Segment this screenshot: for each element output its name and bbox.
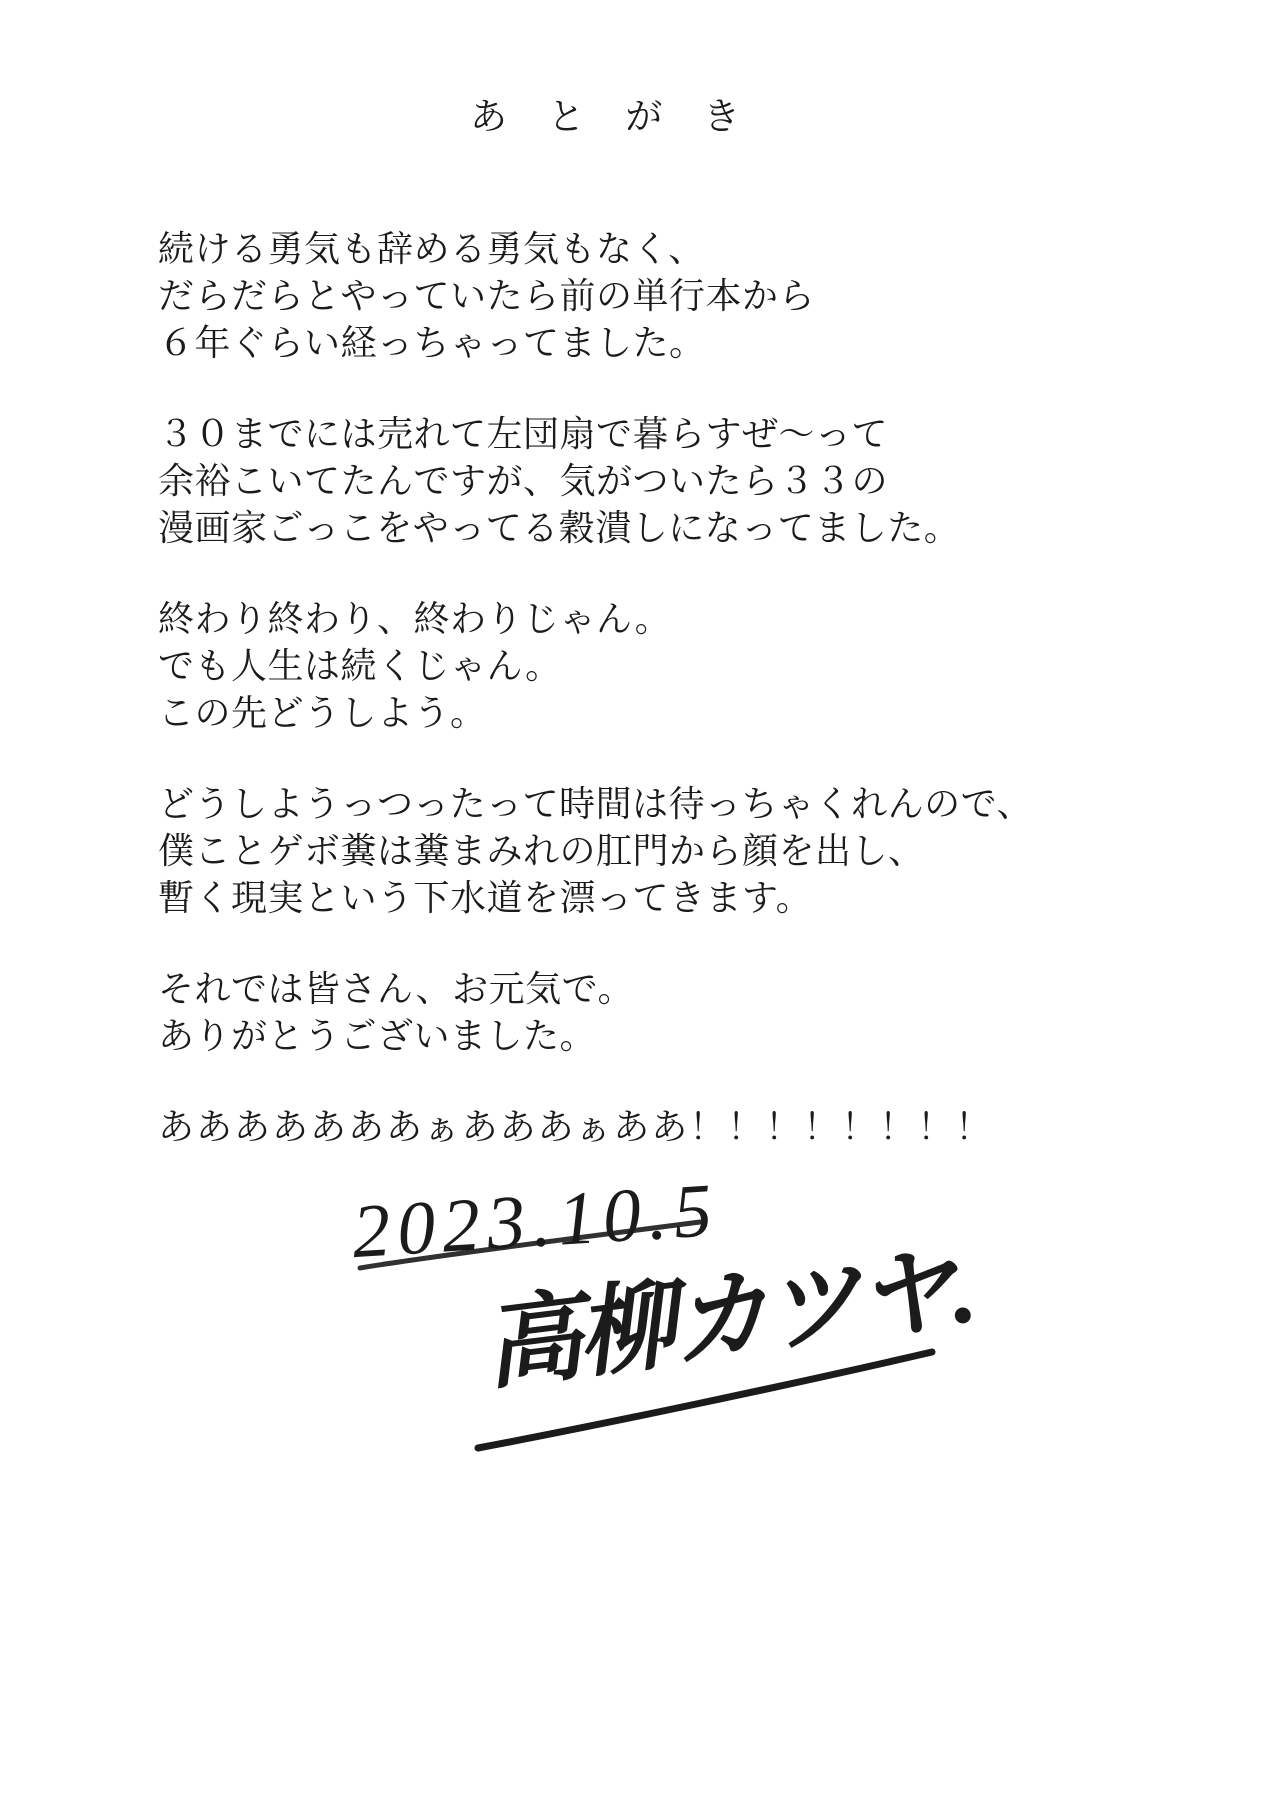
text-line: 続ける勇気も辞める勇気もなく、 bbox=[158, 229, 705, 269]
afterword-body bbox=[158, 226, 1138, 1195]
text-line: 僕ことゲボ糞は糞まみれの肛門から顔を出し、 bbox=[158, 831, 925, 871]
text-line: ３０までには売れて左団扇で暮らすぜ～って bbox=[158, 414, 889, 454]
text-line: 漫画家ごっこをやってる穀潰しになってました。 bbox=[158, 508, 961, 548]
page-title: あとがき bbox=[470, 97, 781, 138]
text-line: あああああああぁあああぁああ！！！！！！！！ bbox=[158, 1107, 994, 1147]
paragraph bbox=[158, 411, 1138, 552]
text-line: でも人生は続くじゃん。 bbox=[158, 646, 562, 686]
text-line: だらだらとやっていたら前の単行本から bbox=[158, 276, 816, 316]
artist-signature: 高柳カツヤ. bbox=[477, 1235, 979, 1403]
paragraph bbox=[158, 226, 1138, 367]
text-line: ６年ぐらい経っちゃってました。 bbox=[158, 323, 706, 363]
paragraph bbox=[158, 781, 1138, 922]
text-line: ありがとうございました。 bbox=[158, 1016, 597, 1056]
paragraph bbox=[158, 966, 1138, 1060]
text-line: この先どうしよう。 bbox=[158, 693, 487, 733]
text-line: 終わり終わり、終わりじゃん。 bbox=[158, 599, 672, 639]
text-line: 暫く現実という下水道を漂ってきます。 bbox=[158, 878, 813, 918]
text-line: 余裕こいてたんですが、気がついたら３３の bbox=[158, 461, 889, 501]
handwritten-date: 2023.10.5 bbox=[349, 1167, 722, 1275]
text-line: それでは皆さん、お元気で。 bbox=[158, 969, 634, 1009]
paragraph-scream bbox=[158, 1104, 1138, 1151]
text-line: どうしようっつったって時間は待っちゃくれんので、 bbox=[158, 784, 1033, 824]
paragraph bbox=[158, 596, 1138, 737]
